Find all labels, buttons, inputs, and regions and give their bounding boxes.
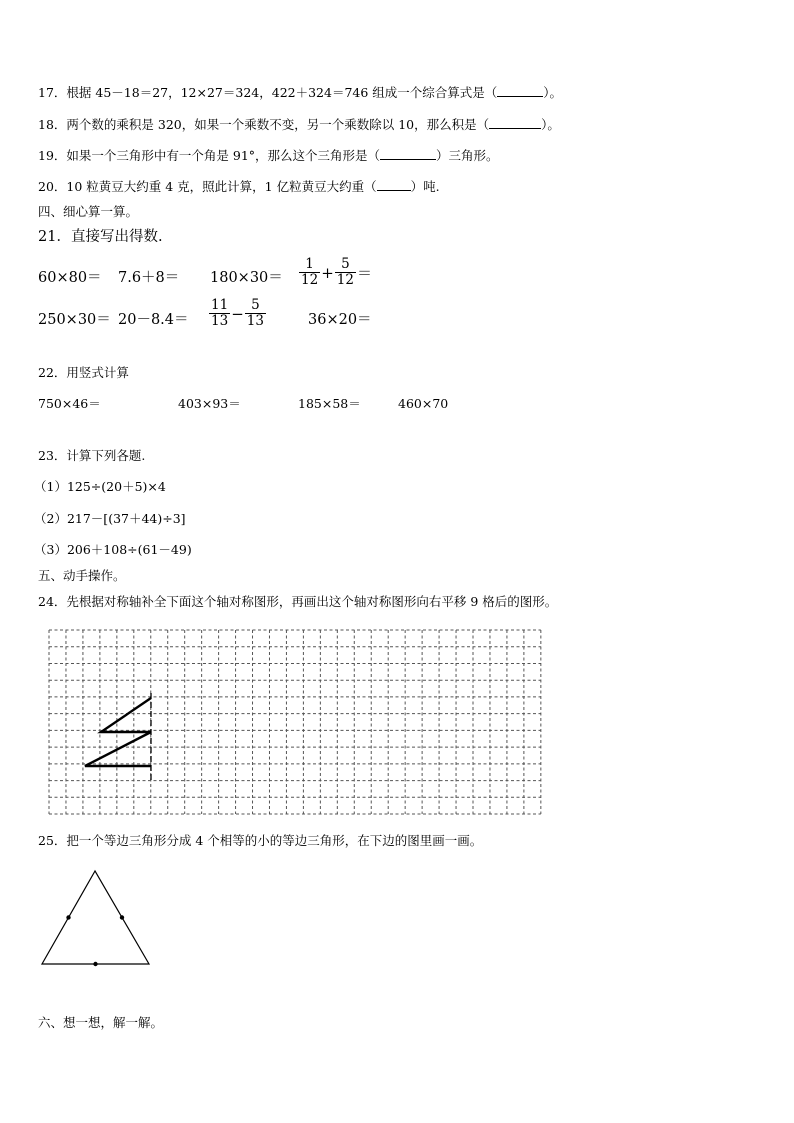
symmetric-figure-half (85, 693, 151, 783)
vertical-calc-4: 460×70 (398, 396, 449, 411)
calc-21-7-fraction: $\frac{11}{13}$ − $\frac{5}{13}$ (211, 297, 264, 329)
question-18: 18．两个数的乘积是 320，如果一个乘数不变，另一个乘数除以 10，那么积是（ ）。 (38, 117, 560, 132)
question-19: 19．如果一个三角形中有一个角是 91°，那么这个三角形是（ ）三角形。 (38, 148, 499, 163)
question-25-title: 25．把一个等边三角形分成 4 个相等的小的等边三角形，在下边的图里画一画。 (38, 833, 483, 848)
question-17: 17．根据 45－18＝27，12×27＝324，422＋324＝746 组成一个综合算式是（ ）。 (38, 85, 563, 100)
fraction: $\frac{5}{12}$ (336, 256, 354, 288)
calc-21-6: 20－8.4＝ (118, 312, 189, 328)
triangle-outline (42, 871, 149, 964)
midpoint-bottom (93, 962, 97, 966)
problem-23-2: （2）217－[(37＋44)÷3] (34, 511, 186, 526)
calc-21-8: 36×20＝ (308, 312, 372, 328)
vertical-calc-2: 403×93＝ (178, 396, 241, 411)
fraction: $\frac{5}{13}$ (246, 297, 264, 329)
fraction: $\frac{11}{13}$ (211, 297, 229, 329)
question-22-title: 22．用竖式计算 (38, 365, 129, 380)
question-23-title: 23．计算下列各题. (38, 448, 146, 463)
equilateral-triangle[interactable] (42, 871, 149, 966)
calc-21-1: 60×80＝ (38, 270, 102, 286)
section-6-heading: 六、想一想，解一解。 (38, 1015, 164, 1030)
question-24-title: 24．先根据对称轴补全下面这个轴对称图形，再画出这个轴对称图形向右平移 9 格后的图形。 (38, 594, 558, 609)
question-21-title: 21．直接写出得数. (38, 229, 163, 245)
problem-23-3: （3）206＋108÷(61－49) (34, 542, 192, 557)
midpoint-right (120, 915, 124, 919)
dashed-grid[interactable] (49, 630, 541, 814)
question-20: 20．10 粒黄豆大约重 4 克，照此计算，1 亿粒黄豆大约重（ ）吨. (38, 179, 440, 194)
section-4-heading: 四、细心算一算。 (38, 204, 139, 219)
vertical-calc-1: 750×46＝ (38, 396, 101, 411)
section-5-heading: 五、动手操作。 (38, 568, 126, 583)
fraction: $\frac{1}{12}$ (301, 256, 319, 288)
calc-21-5: 250×30＝ (38, 312, 111, 328)
calc-21-2: 7.6＋8＝ (118, 270, 180, 286)
half-figure-zigzag (85, 698, 151, 766)
midpoint-left (66, 915, 70, 919)
problem-23-1: （1）125÷(20＋5)×4 (34, 479, 166, 494)
vertical-calc-3: 185×58＝ (298, 396, 361, 411)
calc-21-4-fraction: $\frac{1}{12}$ + $\frac{5}{12}$ ＝ (301, 256, 372, 288)
calc-21-3: 180×30＝ (210, 270, 283, 286)
